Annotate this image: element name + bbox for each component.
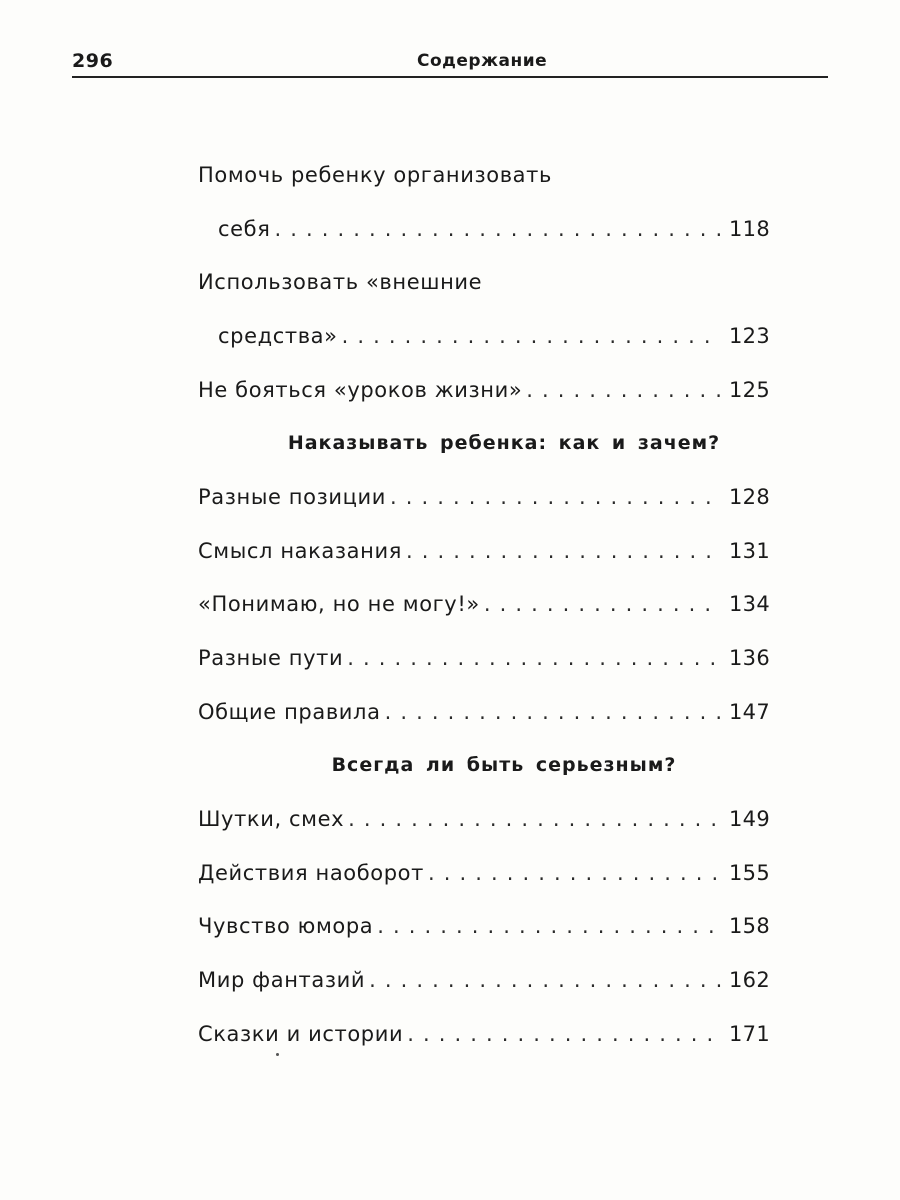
dot-leader <box>342 324 721 348</box>
toc-entry-meaning[interactable] <box>198 524 770 578</box>
dot-leader <box>428 861 721 885</box>
toc-page-number: 118 <box>729 216 770 241</box>
print-speck <box>276 1053 279 1056</box>
toc-entry-title: средства» <box>218 323 338 348</box>
page-header <box>72 46 828 78</box>
toc-entry-title: Помочь ребенку организовать <box>198 162 552 187</box>
table-of-contents <box>198 148 770 1061</box>
page-number: 296 <box>72 50 114 72</box>
dot-leader <box>347 646 721 670</box>
toc-entry-title: Смысл наказания <box>198 538 402 563</box>
toc-page-number: 123 <box>729 323 770 348</box>
toc-entry-title: Шутки, смех <box>198 807 345 832</box>
dot-leader <box>390 485 721 509</box>
toc-entry-title: Чувство юмора <box>198 914 374 939</box>
toc-entry-title: Мир фантазий <box>198 968 366 993</box>
toc-entry-positions[interactable] <box>198 470 770 524</box>
section-title: Наказывать ребенка: как и зачем? <box>287 432 721 455</box>
toc-page-number: 149 <box>729 807 770 832</box>
toc-entry-understand[interactable] <box>198 578 770 632</box>
dot-leader <box>526 378 721 402</box>
toc-entry-paths[interactable] <box>198 631 770 685</box>
toc-page-number: 134 <box>729 592 770 617</box>
toc-entry-reverse[interactable] <box>198 846 770 900</box>
toc-entry-title: себя <box>218 216 271 241</box>
toc-entry-fantasy[interactable] <box>198 953 770 1007</box>
toc-entry-humor[interactable] <box>198 900 770 954</box>
toc-entry-title: Использовать «внешние <box>198 270 483 295</box>
section-heading-punish <box>198 416 770 470</box>
toc-page-number: 128 <box>729 484 770 509</box>
dot-leader <box>406 539 721 563</box>
toc-page-number: 136 <box>729 646 770 671</box>
toc-entry-title: Сказки и истории <box>198 1021 404 1046</box>
toc-entry-title: Общие правила <box>198 699 381 724</box>
toc-entry-rules[interactable] <box>198 685 770 739</box>
toc-entry-title: Разные позиции <box>198 484 386 509</box>
section-title: Всегда ли быть серьезным? <box>331 754 677 777</box>
toc-page-number: 147 <box>729 699 770 724</box>
toc-entry-jokes[interactable] <box>198 792 770 846</box>
toc-entry-external-line1[interactable] <box>198 255 770 309</box>
toc-entry-external-line2[interactable] <box>198 309 770 363</box>
dot-leader <box>274 217 721 241</box>
running-title: Содержание <box>417 51 548 71</box>
dot-leader <box>369 968 721 992</box>
section-heading-serious <box>198 739 770 793</box>
dot-leader <box>484 592 721 616</box>
dot-leader <box>407 1022 721 1046</box>
dot-leader <box>377 914 721 938</box>
toc-entry-organize-line1[interactable] <box>198 148 770 202</box>
dot-leader <box>385 700 721 724</box>
dot-leader <box>348 807 721 831</box>
toc-page-number: 162 <box>729 968 770 993</box>
toc-entry-title: Разные пути <box>198 646 344 671</box>
toc-page-number: 131 <box>729 538 770 563</box>
toc-page-number: 155 <box>729 860 770 885</box>
toc-entry-title: Не бояться «уроков жизни» <box>198 377 523 402</box>
toc-entry-tales[interactable] <box>198 1007 770 1061</box>
toc-entry-title: Действия наоборот <box>198 860 424 885</box>
toc-entry-organize-line2[interactable] <box>198 202 770 256</box>
toc-page-number: 158 <box>729 914 770 939</box>
toc-page-number: 125 <box>729 377 770 402</box>
toc-entry-title: «Понимаю, но не могу!» <box>198 592 480 617</box>
toc-entry-lessons[interactable] <box>198 363 770 417</box>
toc-page-number: 171 <box>729 1021 770 1046</box>
